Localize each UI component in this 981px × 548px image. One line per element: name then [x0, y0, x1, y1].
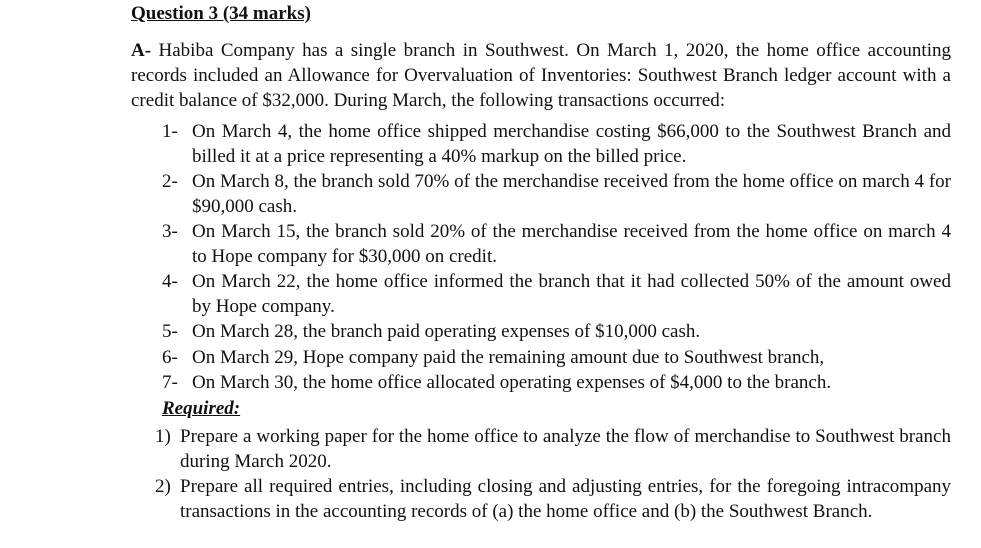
item-number: 1) — [155, 426, 171, 447]
item-number: 6- — [162, 346, 178, 368]
list-item — [162, 120, 951, 169]
item-text: On March 30, the home office allocated operating expenses of $4,000 to the branch. — [192, 372, 832, 393]
list-item — [162, 220, 951, 269]
item-text: On March 4, the home office shipped merchandise costing $66,000 to the Southwest Branch and billed it at a price representing a 40% markup on the billed price. — [192, 121, 951, 167]
item-text: Prepare a working paper for the home office to analyze the flow of merchandise to Southwest branch during March 2020. — [180, 426, 951, 472]
question-heading: Question 3 (34 marks) — [131, 3, 311, 24]
item-text: On March 28, the branch paid operating expenses of $10,000 cash. — [192, 321, 701, 342]
list-item — [155, 474, 951, 524]
list-item — [162, 371, 951, 396]
required-heading: Required: — [162, 398, 241, 419]
list-item — [162, 320, 951, 345]
item-number: 5- — [162, 321, 178, 342]
item-number: 2- — [162, 171, 178, 192]
item-number: 7- — [162, 372, 178, 393]
item-text: On March 22, the home office informed the branch that it had collected 50% of the amount owed by Hope company. — [192, 271, 951, 317]
list-item — [155, 424, 951, 474]
list-item — [162, 170, 951, 219]
intro-text: Habiba Company has a single branch in Southwest. On March 1, 2020, the home office accounting records included an Allowance for Overvaluation of Inventories: Southwest Branch ledger account with a credit balance of $32,000. During March, the following transactions occurred: — [131, 40, 951, 111]
item-text: On March 29, Hope company paid the remaining amount due to Southwest branch, — [192, 346, 825, 368]
item-text: On March 15, the branch sold 20% of the merchandise received from the home office on march 4 to Hope company for $30,000 on credit. — [192, 221, 951, 267]
item-text: Prepare all required entries, including closing and adjusting entries, for the foregoing intracompany transactions in the accounting records of (a) the home office and (b) the Southwest Branch. — [180, 476, 951, 522]
item-number: 4- — [162, 271, 178, 292]
transaction-list — [162, 120, 951, 397]
item-text: On March 8, the branch sold 70% of the merchandise received from the home office on march 4 for $90,000 cash. — [192, 171, 951, 217]
item-number: 3- — [162, 221, 178, 242]
item-number: 1- — [162, 121, 178, 142]
list-item — [162, 346, 951, 371]
part-label: A- — [131, 40, 152, 61]
required-list — [155, 424, 951, 524]
intro-paragraph — [131, 38, 951, 113]
item-number: 2) — [155, 476, 171, 497]
list-item — [162, 270, 951, 319]
